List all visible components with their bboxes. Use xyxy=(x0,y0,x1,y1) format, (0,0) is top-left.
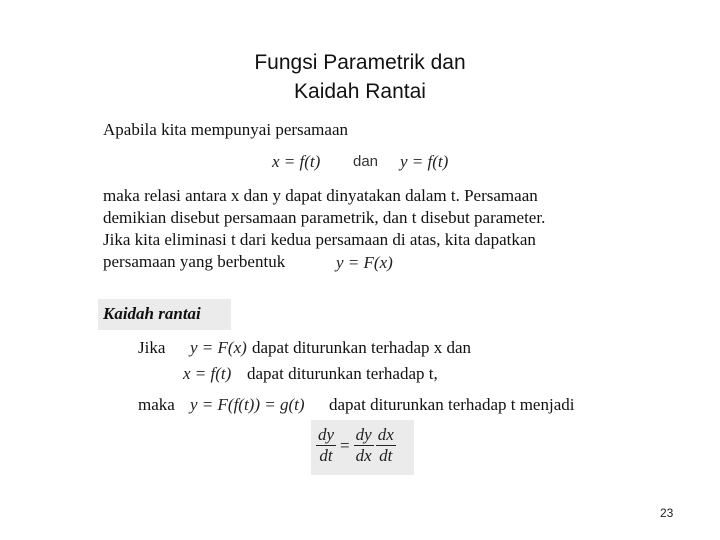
intro-text: Apabila kita mempunyai persamaan xyxy=(103,120,348,139)
fraction-dx-dt: $\frac{dx}{dt}$ xyxy=(377,425,394,465)
maka-label: maka xyxy=(138,395,175,414)
equation-y-F-x-rule: y = F(x) xyxy=(190,338,247,357)
equation-y-F-x: y = F(x) xyxy=(336,253,393,272)
slide-title xyxy=(160,48,560,106)
equation-x-f-t-rule: x = f(t) xyxy=(183,364,232,383)
jika-label: Jika xyxy=(138,338,166,357)
condition-text-c: dapat diturunkan terhadap t menjadi xyxy=(329,395,575,414)
chain-rule-formula: $\frac{dy}{dt}$ = $\frac{dy}{dx}$ $\frac{dx}{dt}$ xyxy=(311,420,414,475)
title-line-1: Fungsi Parametrik dan xyxy=(254,51,466,74)
equation-y-f-t: y = f(t) xyxy=(400,152,449,171)
title-line-2: Kaidah Rantai xyxy=(294,80,426,103)
equation-x-f-t: x = f(t) xyxy=(272,152,321,171)
kaidah-rantai-heading: Kaidah rantai xyxy=(98,299,231,330)
equation-composite: y = F(f(t)) = g(t) xyxy=(190,395,305,414)
paragraph-line-2: demikian disebut persamaan parametrik, dan t disebut parameter. xyxy=(103,208,546,227)
page-number: 23 xyxy=(660,506,674,520)
condition-text-b: dapat diturunkan terhadap t, xyxy=(247,364,438,383)
paragraph-line-1: maka relasi antara x dan y dapat dinyatakan dalam t. Persamaan xyxy=(103,186,538,205)
paragraph-line-4: persamaan yang berbentuk xyxy=(103,252,286,271)
equation-dan: dan xyxy=(353,153,379,170)
fraction-dy-dx: $\frac{dy}{dx}$ xyxy=(355,425,372,465)
condition-text-a: dapat diturunkan terhadap x dan xyxy=(252,338,472,357)
fraction-dy-dt: $\frac{dy}{dt}$ xyxy=(318,425,335,465)
paragraph-line-3: Jika kita eliminasi t dari kedua persamaan di atas, kita dapatkan xyxy=(103,230,536,249)
